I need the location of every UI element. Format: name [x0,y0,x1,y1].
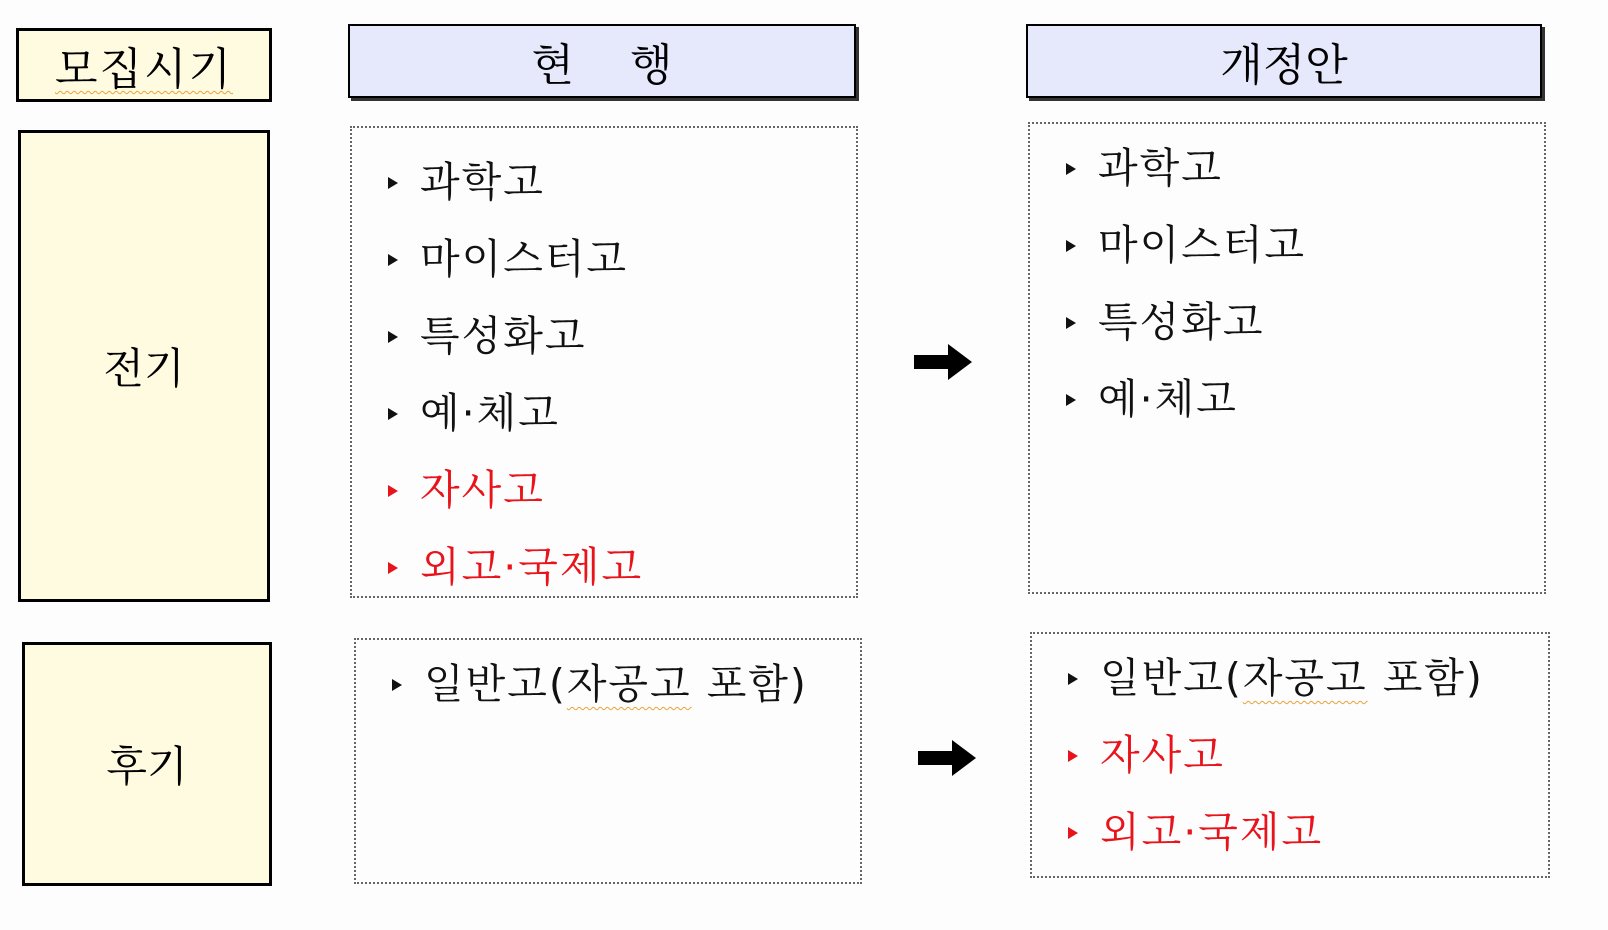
list-item: 외고·국제고 [388,529,643,606]
bullet-icon [1068,750,1078,762]
bullet-icon [1066,240,1076,252]
bullet-icon [388,177,398,189]
period-early [18,130,270,602]
bullet-icon [388,485,398,497]
late-revised-box [1030,632,1550,878]
early-revised-box [1028,122,1546,594]
current-header [348,24,856,98]
bullet-icon [1068,673,1078,685]
current-header-label: 현 행 [531,40,673,91]
bullet-icon [392,679,402,691]
late-current-box [354,638,862,884]
list-item: 특성화고 [388,298,643,375]
list-item: 외고·국제고 [1068,794,1484,871]
period-early-label: 전기 [103,344,185,393]
bullet-icon [1066,317,1076,329]
bullet-icon [388,408,398,420]
bullet-icon [1066,163,1076,175]
bullet-icon [388,562,398,574]
bullet-icon [1066,394,1076,406]
list-item: 자사고 [1068,717,1484,794]
list-item: 일반고(자공고 포함) [1068,640,1484,717]
bullet-icon [1068,827,1078,839]
period-header-label: 모집시기 [54,44,233,95]
list-item: 과학고 [388,144,643,221]
list-item: 예·체고 [388,375,643,452]
period-late-label: 후기 [106,742,188,791]
bullet-icon [388,331,398,343]
list-item: 자사고 [388,452,643,529]
bullet-icon [388,254,398,266]
list-item: 일반고(자공고 포함) [392,646,808,723]
early-current-box [350,126,858,598]
revised-header [1026,24,1542,98]
list-item: 특성화고 [1066,284,1306,361]
period-header [16,28,272,102]
list-item: 과학고 [1066,130,1306,207]
list-item: 예·체고 [1066,361,1306,438]
revised-header-label: 개정안 [1220,40,1348,91]
list-item: 마이스터고 [388,221,643,298]
list-item: 마이스터고 [1066,207,1306,284]
right-arrow-icon [914,344,972,380]
right-arrow-icon [918,740,976,776]
period-late [22,642,272,886]
